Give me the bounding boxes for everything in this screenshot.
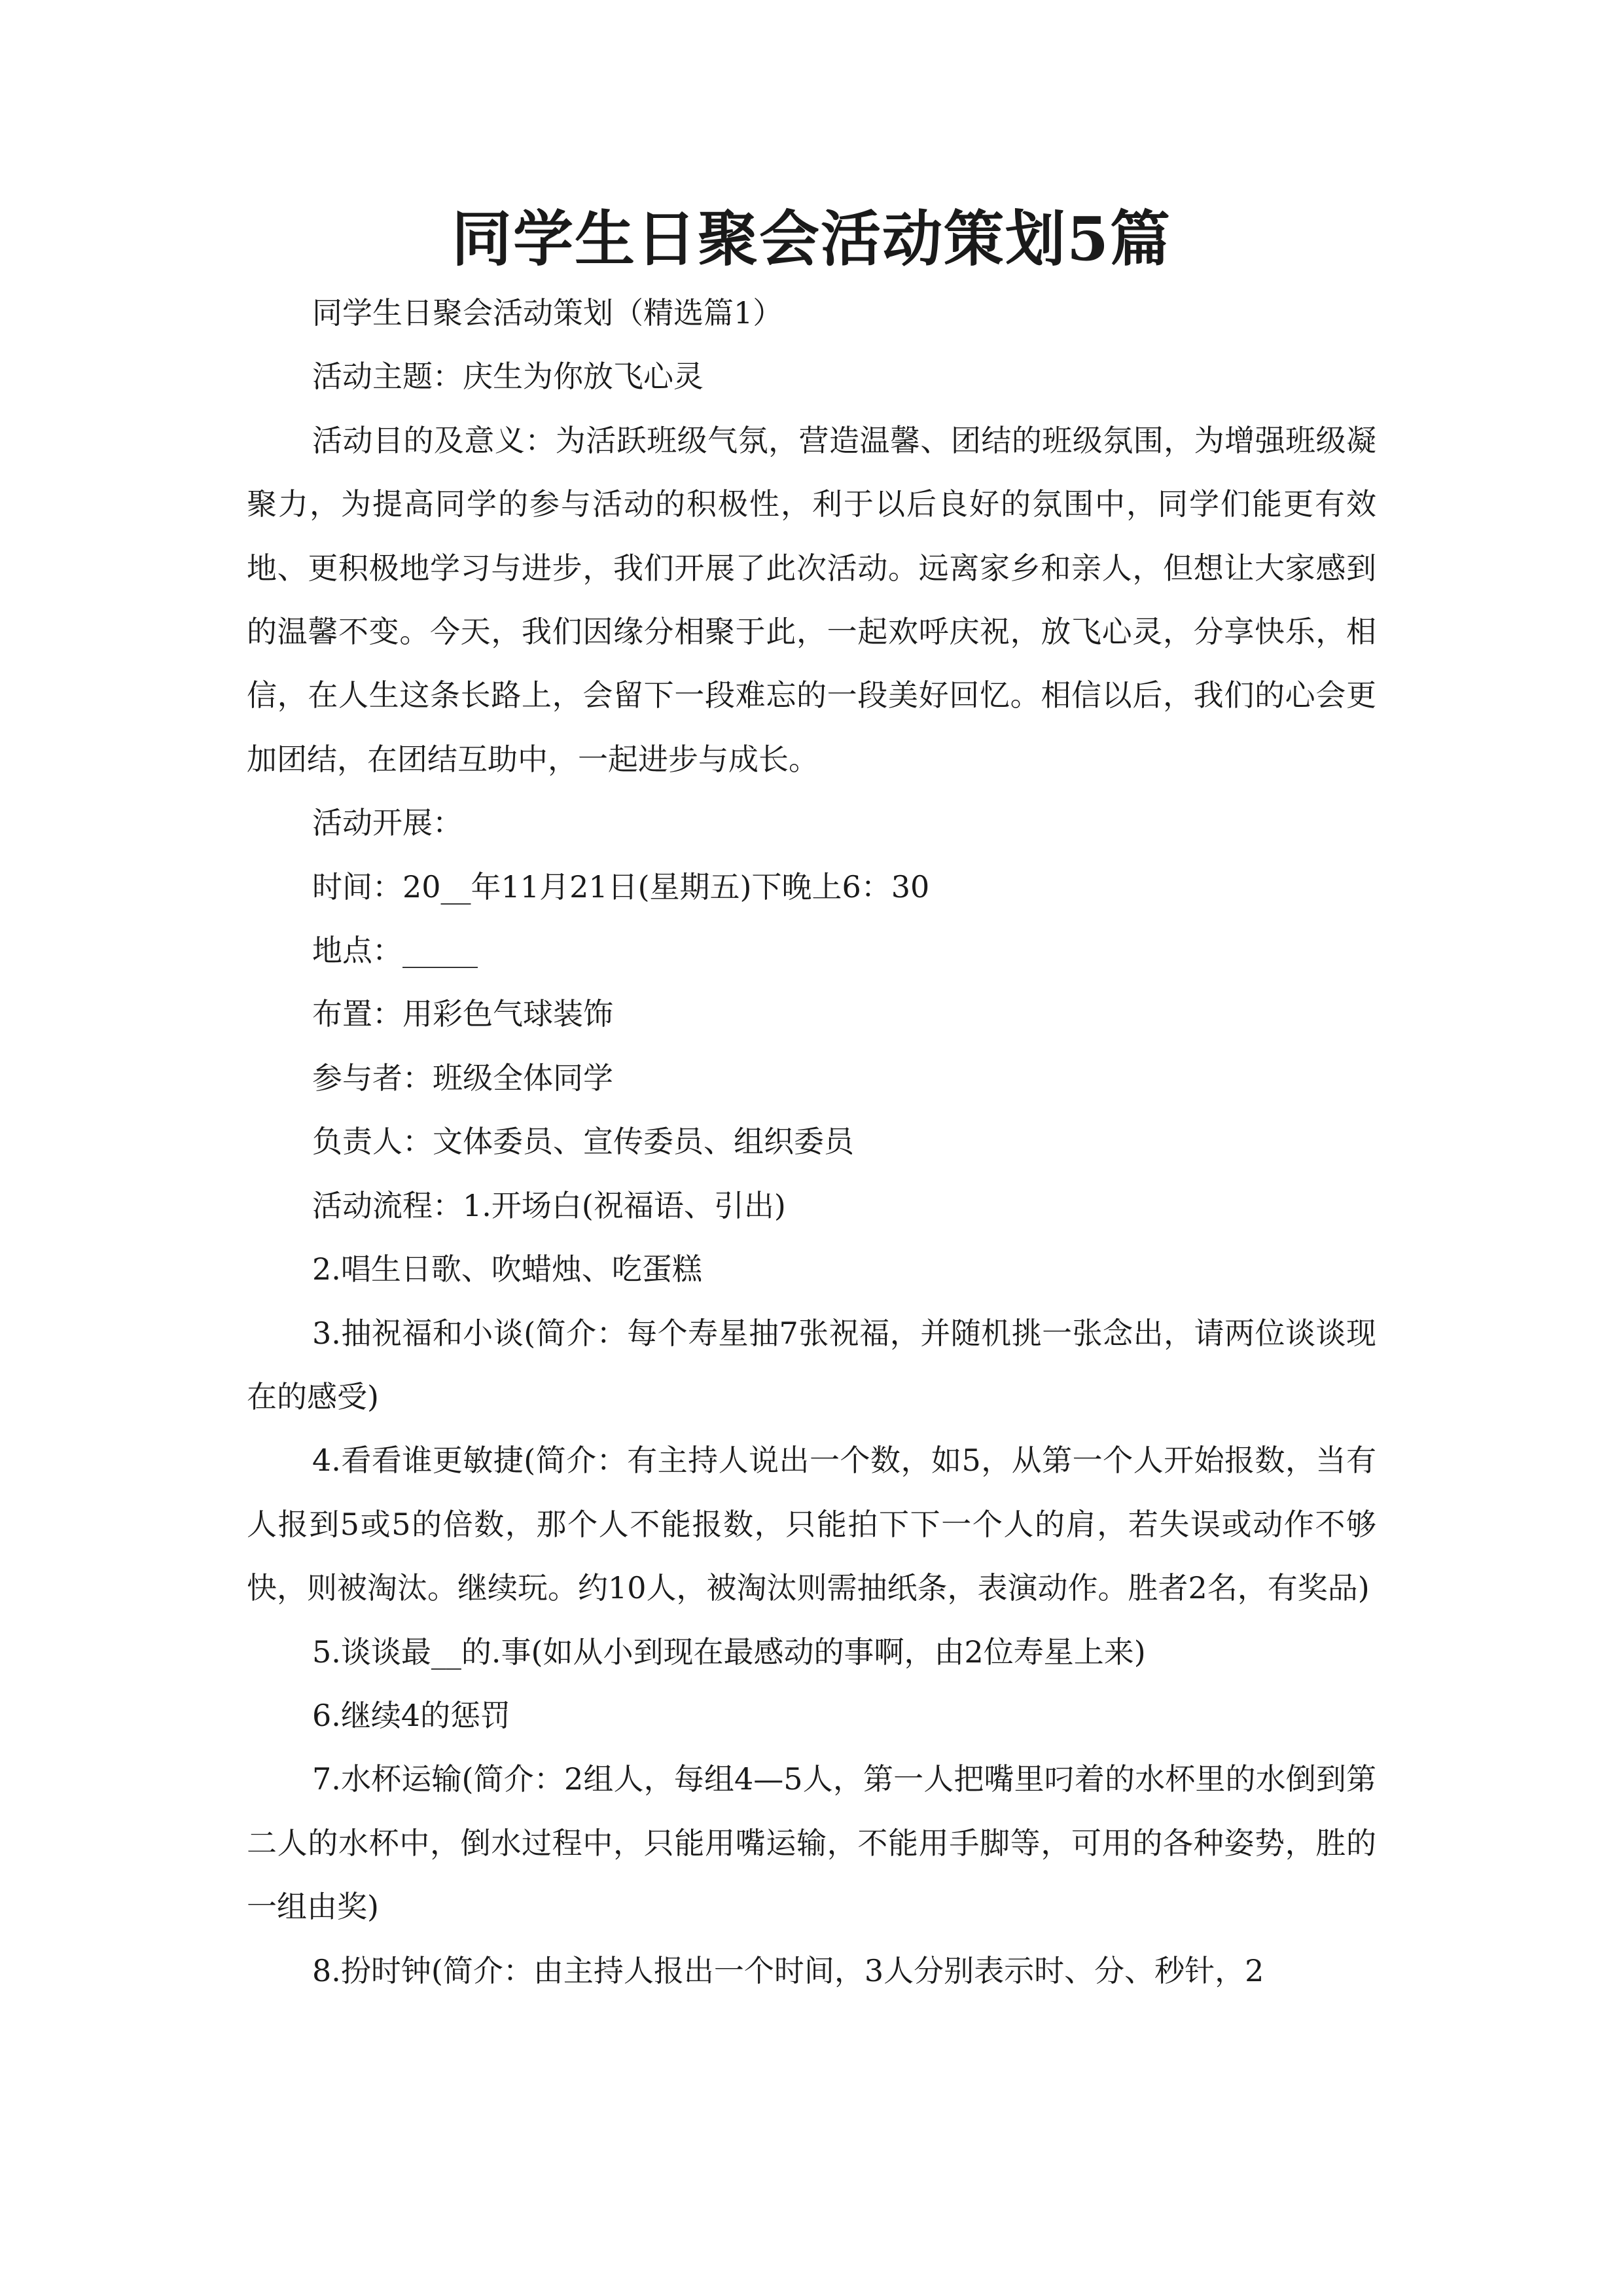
paragraph-process-step-6: 6.继续4的惩罚 — [312, 1697, 511, 1733]
paragraph-organizers: 负责人：文体委员、宣传委员、组织委员 — [312, 1124, 854, 1160]
paragraph-activity-heading: 活动开展： — [312, 805, 463, 841]
paragraph-participants: 参与者：班级全体同学 — [312, 1060, 613, 1096]
paragraph-purpose: 活动目的及意义：为活跃班级气氛，营造温馨、团结的班级氛围，为增强班级凝聚力，为提高同学的参与活动的积极性，利于以后良好的氛围中，同学们能更有效地、更积极地学习与进步，我们开展了此次活动。远离家乡和亲人，但想让大家感到的温馨不变。今天，我们因缘分相聚于此，一起欢呼庆祝，放飞心灵，分享快乐，相信，在人生这条长路上，会留下一段难忘的一段美好回忆。相信以后，我们的心会更加团结，在团结互助中，一起进步与成长。 — [247, 422, 1376, 777]
paragraph-process-step-8: 8.扮时钟(简介：由主持人报出一个时间，3人分别表示时、分、秒针，2 — [312, 1952, 1264, 1988]
paragraph-process-step-1: 活动流程：1.开场白(祝福语、引出) — [312, 1187, 786, 1223]
paragraph-process-step-7: 7.水杯运输(简介：2组人，每组4—5人，第一人把嘴里叼着的水杯里的水倒到第二人的水杯中，倒水过程中，只能用嘴运输，不能用手脚等，可用的各种姿势，胜的一组由奖) — [247, 1761, 1376, 1925]
document-title: 同学生日聚会活动策划5篇 — [451, 204, 1171, 274]
paragraph-decoration: 布置：用彩色气球装饰 — [312, 996, 613, 1032]
paragraph-theme: 活动主题：庆生为你放飞心灵 — [312, 359, 704, 395]
paragraph-process-step-4: 4.看看谁更敏捷(简介：有主持人说出一个数，如5，从第一个人开始报数，当有人报到5或5的倍数，那个人不能报数，只能拍下下一个人的肩，若失误或动作不够快，则被淘汰。继续玩。约10人，被淘汰则需抽纸条，表演动作。胜者2名，有奖品) — [247, 1443, 1376, 1606]
paragraph-process-step-3: 3.抽祝福和小谈(简介：每个寿星抽7张祝福，并随机挑一张念出，请两位谈谈现在的感受) — [247, 1315, 1376, 1414]
paragraph-process-step-2: 2.唱生日歌、吹蜡烛、吃蛋糕 — [312, 1251, 702, 1287]
paragraph-process-step-5: 5.谈谈最__的.事(如从小到现在最感动的事啊，由2位寿星上来) — [312, 1634, 1146, 1670]
paragraph-location: 地点：_____ — [312, 933, 478, 969]
paragraph-time: 时间：20__年11月21日(星期五)下晚上6：30 — [312, 869, 930, 905]
document-body — [247, 281, 1376, 2003]
paragraph-section-heading: 同学生日聚会活动策划（精选篇1） — [312, 295, 783, 331]
